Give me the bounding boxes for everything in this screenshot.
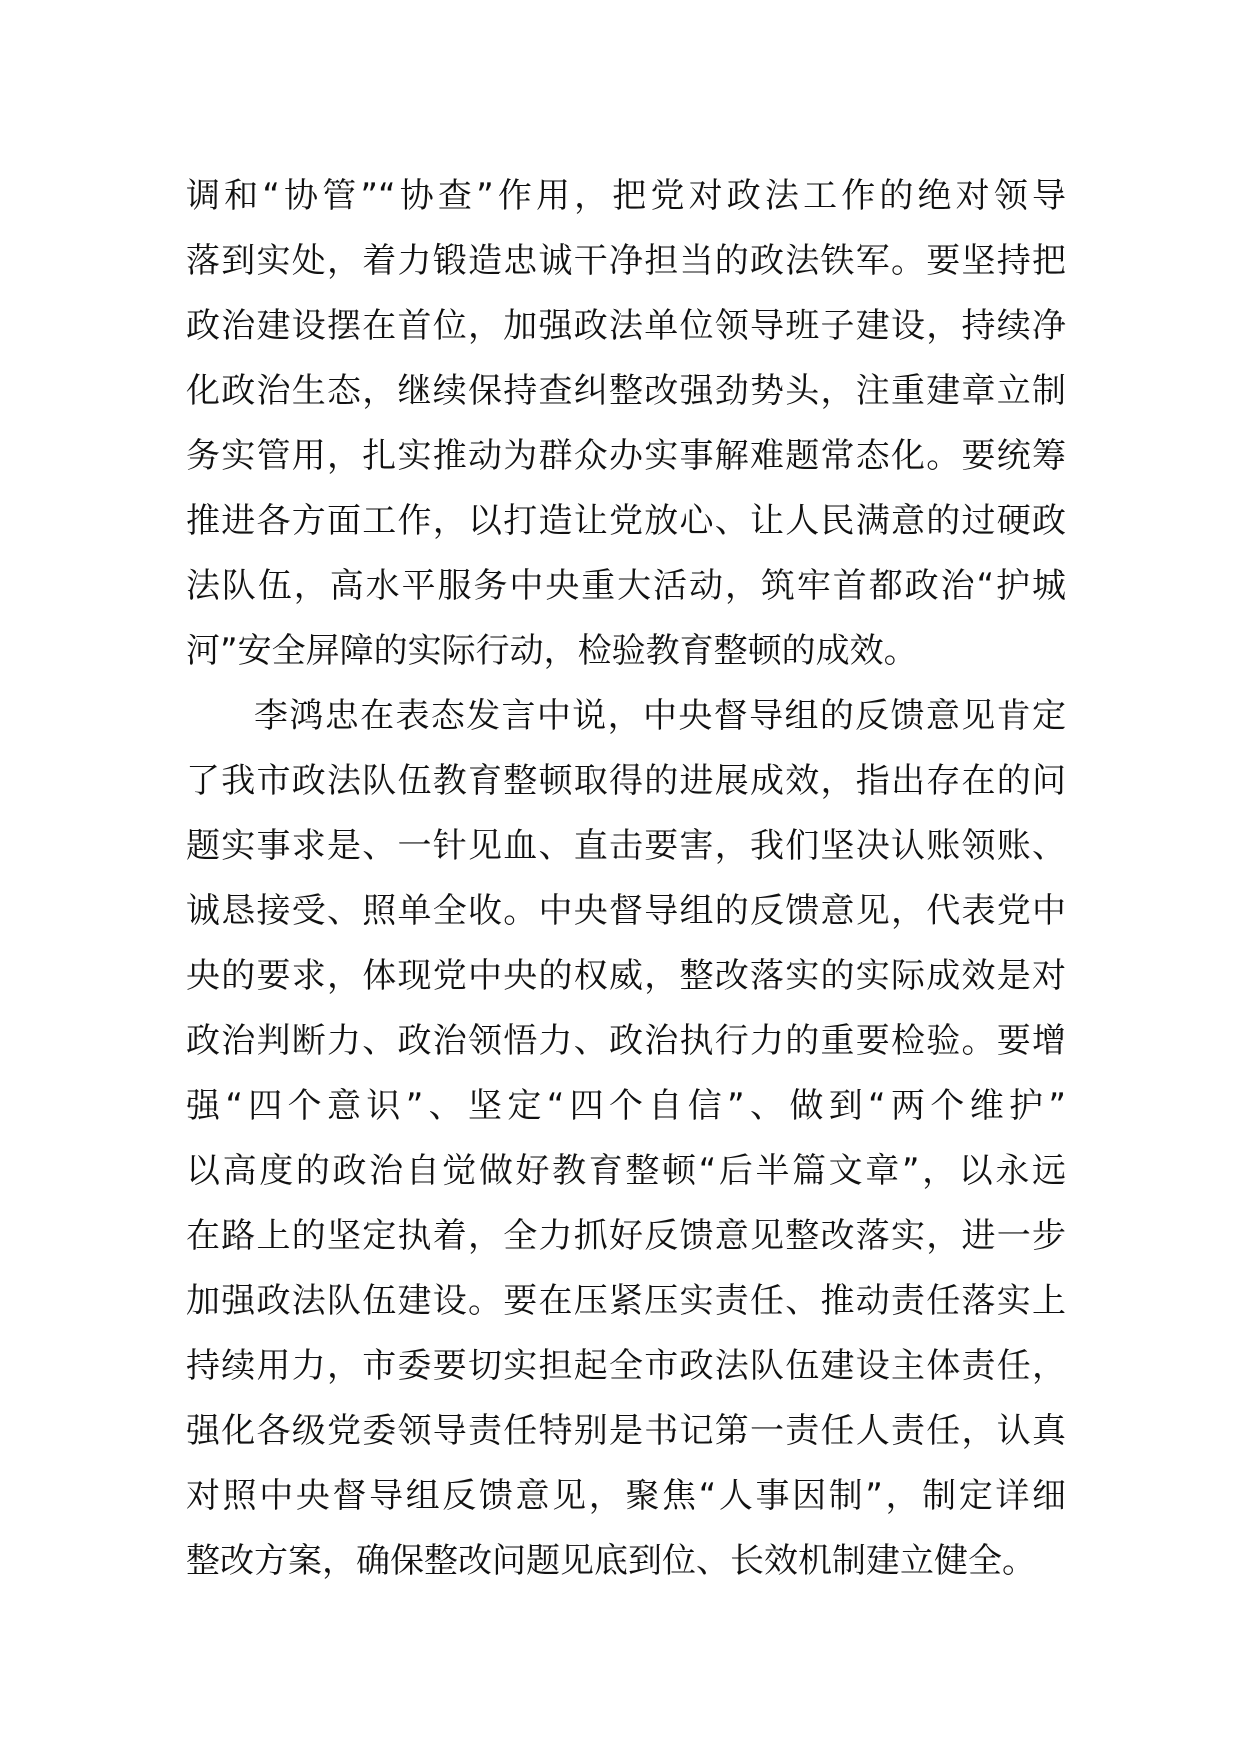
paragraph-line: 在路上的坚定执着，全力抓好反馈意见整改落实，进一步	[186, 1216, 1066, 1256]
paragraph-line: 务实管用，扎实推动为群众办实事解难题常态化。要统筹	[186, 436, 1066, 476]
paragraph-line: 政治建设摆在首位，加强政法单位领导班子建设，持续净	[186, 306, 1066, 346]
paragraph-line: 调和“协管”“协查”作用，把党对政法工作的绝对领导	[186, 176, 1066, 216]
paragraph-line: 强化各级党委领导责任特别是书记第一责任人责任，认真	[186, 1411, 1066, 1451]
paragraph-line: 法队伍，高水平服务中央重大活动，筑牢首都政治“护城	[186, 566, 1066, 606]
paragraph-line: 对照中央督导组反馈意见，聚焦“人事因制”，制定详细	[186, 1476, 1066, 1516]
paragraph-line: 央的要求，体现党中央的权威，整改落实的实际成效是对	[186, 956, 1066, 996]
paragraph-line: 李鸿忠在表态发言中说，中央督导组的反馈意见肯定	[254, 696, 1066, 736]
paragraph-line: 加强政法队伍建设。要在压紧压实责任、推动责任落实上	[186, 1281, 1066, 1321]
paragraph-line: 强“四个意识”、坚定“四个自信”、做到“两个维护”	[186, 1086, 1066, 1126]
paragraph-line: 整改方案，确保整改问题见底到位、长效机制建立健全。	[186, 1541, 1036, 1581]
paragraph-line: 化政治生态，继续保持查纠整改强劲势头，注重建章立制	[186, 371, 1066, 411]
paragraph-line: 了我市政法队伍教育整顿取得的进展成效，指出存在的问	[186, 761, 1066, 801]
paragraph-line: 以高度的政治自觉做好教育整顿“后半篇文章”，以永远	[186, 1151, 1066, 1191]
paragraph-line: 政治判断力、政治领悟力、政治执行力的重要检验。要增	[186, 1021, 1066, 1061]
paragraph-line: 题实事求是、一针见血、直击要害，我们坚决认账领账、	[186, 826, 1066, 866]
paragraph-line: 推进各方面工作，以打造让党放心、让人民满意的过硬政	[186, 501, 1066, 541]
paragraph-line: 落到实处，着力锻造忠诚干净担当的政法铁军。要坚持把	[186, 241, 1066, 281]
paragraph-line: 诚恳接受、照单全收。中央督导组的反馈意见，代表党中	[186, 891, 1066, 931]
paragraph-line: 持续用力，市委要切实担起全市政法队伍建设主体责任，	[186, 1346, 1066, 1386]
body-text	[186, 164, 1066, 1594]
paragraph-line: 河”安全屏障的实际行动，检验教育整顿的成效。	[186, 631, 918, 671]
